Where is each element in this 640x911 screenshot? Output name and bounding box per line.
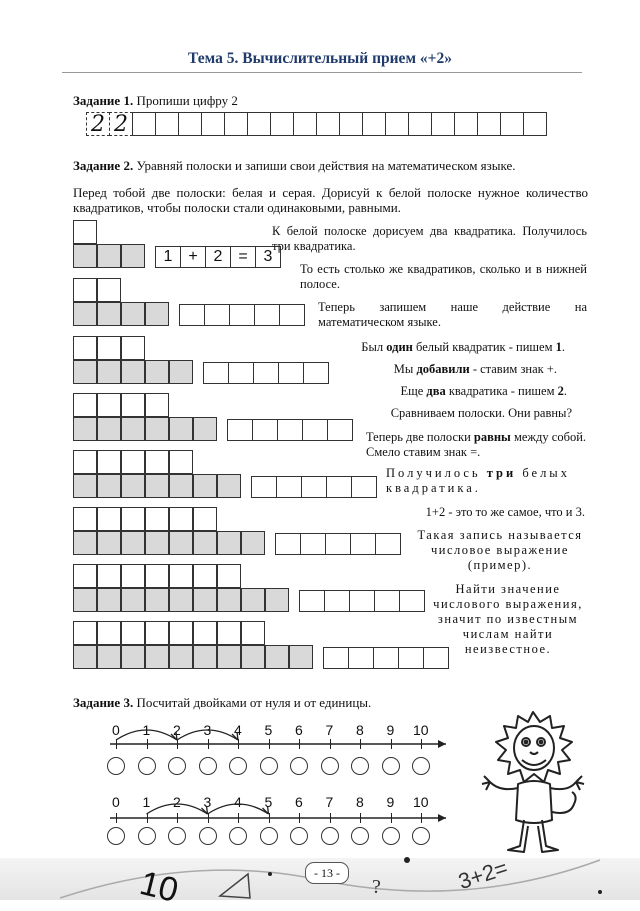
expression-cell[interactable] xyxy=(399,590,425,612)
explanation-4-a: Был xyxy=(361,340,387,354)
white-square xyxy=(97,393,121,417)
white-square xyxy=(217,621,241,645)
number-label: 6 xyxy=(295,794,303,810)
writing-cell xyxy=(178,112,202,136)
explanation-1: К белой полоске дорисуем два квадратика. Получилось три квадратика. xyxy=(272,224,587,253)
white-square xyxy=(145,507,169,531)
explanation-6-c: квадратика - пишем xyxy=(445,384,558,398)
white-square xyxy=(241,621,265,645)
explanation-4-c: белый квадратик - пишем xyxy=(412,340,556,354)
white-square xyxy=(145,393,169,417)
expression-cell: = xyxy=(230,246,256,268)
white-square xyxy=(97,278,121,302)
axis-arrow-icon xyxy=(438,740,446,748)
example-expression-boxes xyxy=(155,246,281,268)
expression-cell[interactable] xyxy=(301,476,327,498)
expression-cell[interactable] xyxy=(203,362,229,384)
number-label: 3 xyxy=(203,794,212,810)
answer-expression-boxes xyxy=(227,419,353,441)
number-label: 1 xyxy=(142,794,151,810)
white-square xyxy=(97,621,121,645)
explanation-7: Сравниваем полоски. Они равны? xyxy=(390,406,572,420)
white-square xyxy=(73,336,97,360)
white-square xyxy=(217,564,241,588)
number-label: 0 xyxy=(112,794,120,810)
white-square xyxy=(193,564,217,588)
explanation-4 xyxy=(310,340,565,355)
number-label: 2 xyxy=(173,794,181,810)
number-label: 10 xyxy=(413,722,429,738)
white-square xyxy=(145,621,169,645)
expression-cell[interactable] xyxy=(323,647,349,669)
gray-square xyxy=(121,474,145,498)
white-square xyxy=(73,507,97,531)
expression-cell[interactable] xyxy=(349,590,375,612)
explanation-9-a: Получилось xyxy=(386,466,487,480)
number-label: 3 xyxy=(203,722,212,738)
expression-cell[interactable] xyxy=(275,533,301,555)
gray-square xyxy=(169,531,193,555)
white-square xyxy=(121,393,145,417)
task3-heading xyxy=(73,695,371,711)
gray-square xyxy=(73,645,97,669)
writing-cell xyxy=(477,112,501,136)
gray-square xyxy=(241,645,265,669)
gray-square xyxy=(169,588,193,612)
expression-cell[interactable] xyxy=(179,304,205,326)
number-label: 5 xyxy=(264,722,273,738)
gray-square xyxy=(121,360,145,384)
explanation-8-b: равны xyxy=(473,430,511,444)
footer-deco-expression: 3+2= xyxy=(455,854,511,895)
explanation-6 xyxy=(330,384,567,399)
expression-cell[interactable] xyxy=(398,647,424,669)
white-square xyxy=(73,220,97,244)
explanation-8-c: между собой. Смело ставим знак =. xyxy=(366,430,587,459)
writing-cell xyxy=(431,112,455,136)
expression-cell[interactable] xyxy=(251,476,277,498)
jump-arc xyxy=(147,804,208,814)
gray-square xyxy=(145,474,169,498)
lion-illustration xyxy=(478,708,588,858)
gray-square xyxy=(193,531,217,555)
gray-square xyxy=(97,360,121,384)
white-square xyxy=(73,621,97,645)
gray-square xyxy=(241,588,265,612)
task3-text: Посчитай двойками от нуля и от единицы. xyxy=(136,695,372,710)
expression-cell[interactable] xyxy=(204,304,230,326)
answer-expression-boxes xyxy=(251,476,377,498)
gray-square xyxy=(217,474,241,498)
explanation-5 xyxy=(320,362,557,377)
gray-square xyxy=(169,417,193,441)
task2-heading xyxy=(73,158,516,174)
white-square xyxy=(73,450,97,474)
gray-square xyxy=(121,244,145,268)
gray-square xyxy=(265,588,289,612)
expression-cell[interactable] xyxy=(300,533,326,555)
answer-expression-boxes xyxy=(179,304,305,326)
gray-square xyxy=(265,645,289,669)
gray-square xyxy=(289,645,313,669)
gray-square xyxy=(217,645,241,669)
explanation-6-e: . xyxy=(563,384,567,398)
number-label: 8 xyxy=(356,722,364,738)
task2-text: Уравняй полоски и запиши свои действия на математическом языке. xyxy=(136,158,516,173)
gray-square xyxy=(73,531,97,555)
expression-cell[interactable] xyxy=(299,590,325,612)
jump-arc xyxy=(116,730,177,740)
gray-square xyxy=(121,531,145,555)
explanation-8 xyxy=(366,430,586,460)
white-square xyxy=(169,450,193,474)
expression-cell[interactable] xyxy=(252,419,278,441)
gray-square xyxy=(145,588,169,612)
white-square xyxy=(97,450,121,474)
title-divider xyxy=(62,72,582,73)
writing-cell xyxy=(224,112,248,136)
footer-deco-number: 10 xyxy=(136,864,182,911)
white-square xyxy=(169,507,193,531)
gray-square xyxy=(97,588,121,612)
explanation-3: Теперь запишем наше действие на математическом языке. xyxy=(318,300,587,329)
number-label: 7 xyxy=(325,794,334,810)
task2-intro: Перед тобой две полоски: белая и серая. Дорисуй к белой полоске нужное количество квадратиков, чтобы полоски стали одинаковыми, равными. xyxy=(73,185,588,215)
writing-cell xyxy=(408,112,432,136)
answer-expression-boxes xyxy=(299,590,425,612)
task1-label: Задание 1. xyxy=(73,93,134,108)
gray-square xyxy=(73,360,97,384)
gray-square xyxy=(169,360,193,384)
number-label: 0 xyxy=(112,722,120,738)
gray-square xyxy=(217,531,241,555)
white-square xyxy=(73,278,97,302)
number-label: 10 xyxy=(413,794,429,810)
expression-cell[interactable] xyxy=(327,419,353,441)
gray-square xyxy=(73,244,97,268)
explanation-8-a: Теперь две полоски xyxy=(366,430,474,444)
explanation-4-e: . xyxy=(561,340,565,354)
expression-cell: 2 xyxy=(205,246,231,268)
gray-square xyxy=(73,588,97,612)
gray-square xyxy=(169,645,193,669)
writing-cell xyxy=(339,112,363,136)
explanation-4-b: один xyxy=(386,340,413,354)
gray-square xyxy=(97,474,121,498)
explanation-9 xyxy=(386,466,588,496)
gray-square xyxy=(193,417,217,441)
expression-cell: 3 xyxy=(255,246,281,268)
white-square xyxy=(121,336,145,360)
writing-cell xyxy=(523,112,547,136)
number-label: 4 xyxy=(234,722,242,738)
expression-cell[interactable] xyxy=(254,304,280,326)
gray-square xyxy=(121,588,145,612)
writing-cell xyxy=(270,112,294,136)
expression-cell[interactable] xyxy=(348,647,374,669)
gray-square xyxy=(193,588,217,612)
explanation-12: Найти значение числового выражения, значит по известным числам найти неизвестное. xyxy=(433,582,583,656)
sample-digit-cell: 2 xyxy=(109,112,133,136)
gray-square xyxy=(145,645,169,669)
expression-cell[interactable] xyxy=(277,419,303,441)
writing-cell xyxy=(500,112,524,136)
writing-cell xyxy=(362,112,386,136)
number-label: 4 xyxy=(234,794,242,810)
number-label: 2 xyxy=(173,722,181,738)
expression-cell[interactable] xyxy=(302,419,328,441)
task1-text: Пропиши цифру 2 xyxy=(136,93,238,108)
explanation-4-d: 1 xyxy=(555,340,562,354)
writing-cell xyxy=(247,112,271,136)
answer-expression-boxes xyxy=(203,362,329,384)
explanation-2: То есть столько же квадратиков, сколько и в нижней полосе. xyxy=(300,262,587,291)
gray-square xyxy=(73,417,97,441)
footer-deco-question: ? xyxy=(372,876,381,898)
explanation-6-b: два xyxy=(426,384,446,398)
expression-cell[interactable] xyxy=(278,362,304,384)
expression-cell: 1 xyxy=(155,246,181,268)
gray-square xyxy=(145,417,169,441)
white-square xyxy=(97,336,121,360)
explanation-10: 1+2 - это то же самое, что и 3. xyxy=(425,505,585,519)
page-number: - 13 - xyxy=(305,862,349,884)
white-square xyxy=(121,450,145,474)
gray-square xyxy=(97,645,121,669)
explanation-5-b: добавили xyxy=(416,362,470,376)
expression-cell[interactable] xyxy=(276,476,302,498)
expression-cell[interactable] xyxy=(228,362,254,384)
white-square xyxy=(73,564,97,588)
expression-cell[interactable] xyxy=(227,419,253,441)
gray-square xyxy=(97,417,121,441)
explanation-9-b: три xyxy=(486,466,517,480)
white-square xyxy=(121,621,145,645)
jump-arc xyxy=(177,730,238,740)
writing-cell xyxy=(155,112,179,136)
task2-label: Задание 2. xyxy=(73,158,134,173)
white-square xyxy=(97,564,121,588)
expression-cell[interactable] xyxy=(326,476,352,498)
explanation-6-a: Еще xyxy=(400,384,427,398)
expression-cell[interactable] xyxy=(229,304,255,326)
writing-cell xyxy=(454,112,478,136)
writing-cell xyxy=(385,112,409,136)
gray-square xyxy=(217,588,241,612)
white-square xyxy=(73,393,97,417)
axis-arrow-icon xyxy=(438,814,446,822)
white-square xyxy=(121,507,145,531)
gray-square xyxy=(121,302,145,326)
explanation-5-c: - ставим знак +. xyxy=(469,362,557,376)
white-square xyxy=(121,564,145,588)
explanation-5-a: Мы xyxy=(393,362,417,376)
sample-digit-cell: 2 xyxy=(86,112,110,136)
white-square xyxy=(169,621,193,645)
gray-square xyxy=(73,302,97,326)
writing-cell xyxy=(316,112,340,136)
expression-cell[interactable] xyxy=(325,533,351,555)
answer-expression-boxes xyxy=(275,533,401,555)
number-label: 9 xyxy=(386,722,395,738)
gray-square xyxy=(97,302,121,326)
white-square xyxy=(193,621,217,645)
gray-square xyxy=(193,474,217,498)
gray-square xyxy=(145,360,169,384)
expression-cell[interactable] xyxy=(350,533,376,555)
gray-square xyxy=(73,474,97,498)
number-label: 6 xyxy=(295,722,303,738)
gray-square xyxy=(241,531,265,555)
explanation-11: Такая запись называется числовое выражение (пример). xyxy=(417,528,583,572)
number-label: 5 xyxy=(264,794,273,810)
task1-writing-grid xyxy=(86,112,547,136)
expression-cell[interactable] xyxy=(279,304,305,326)
white-square xyxy=(193,507,217,531)
number-label: 7 xyxy=(325,722,334,738)
gray-square xyxy=(121,645,145,669)
expression-cell[interactable] xyxy=(253,362,279,384)
gray-square xyxy=(169,474,193,498)
white-square xyxy=(145,564,169,588)
number-label: 9 xyxy=(386,794,395,810)
expression-cell[interactable] xyxy=(373,647,399,669)
writing-cell xyxy=(132,112,156,136)
expression-cell[interactable] xyxy=(324,590,350,612)
expression-cell[interactable] xyxy=(351,476,377,498)
writing-cell xyxy=(293,112,317,136)
explanation-6-d: 2 xyxy=(557,384,564,398)
expression-cell[interactable] xyxy=(374,590,400,612)
explanation-9-c: белых квадратика. xyxy=(386,466,570,495)
expression-cell[interactable] xyxy=(375,533,401,555)
white-square xyxy=(97,507,121,531)
white-square xyxy=(169,564,193,588)
gray-square xyxy=(193,645,217,669)
number-label: 8 xyxy=(356,794,364,810)
gray-square xyxy=(97,531,121,555)
jump-arc xyxy=(208,804,269,814)
task3-label: Задание 3. xyxy=(73,695,134,710)
gray-square xyxy=(97,244,121,268)
task1-heading xyxy=(73,93,238,109)
page-title: Тема 5. Вычислительный прием «+2» xyxy=(188,50,452,67)
white-square xyxy=(145,450,169,474)
expression-cell: + xyxy=(180,246,206,268)
writing-cell xyxy=(201,112,225,136)
gray-square xyxy=(145,531,169,555)
gray-square xyxy=(145,302,169,326)
gray-square xyxy=(121,417,145,441)
number-label: 1 xyxy=(142,722,151,738)
